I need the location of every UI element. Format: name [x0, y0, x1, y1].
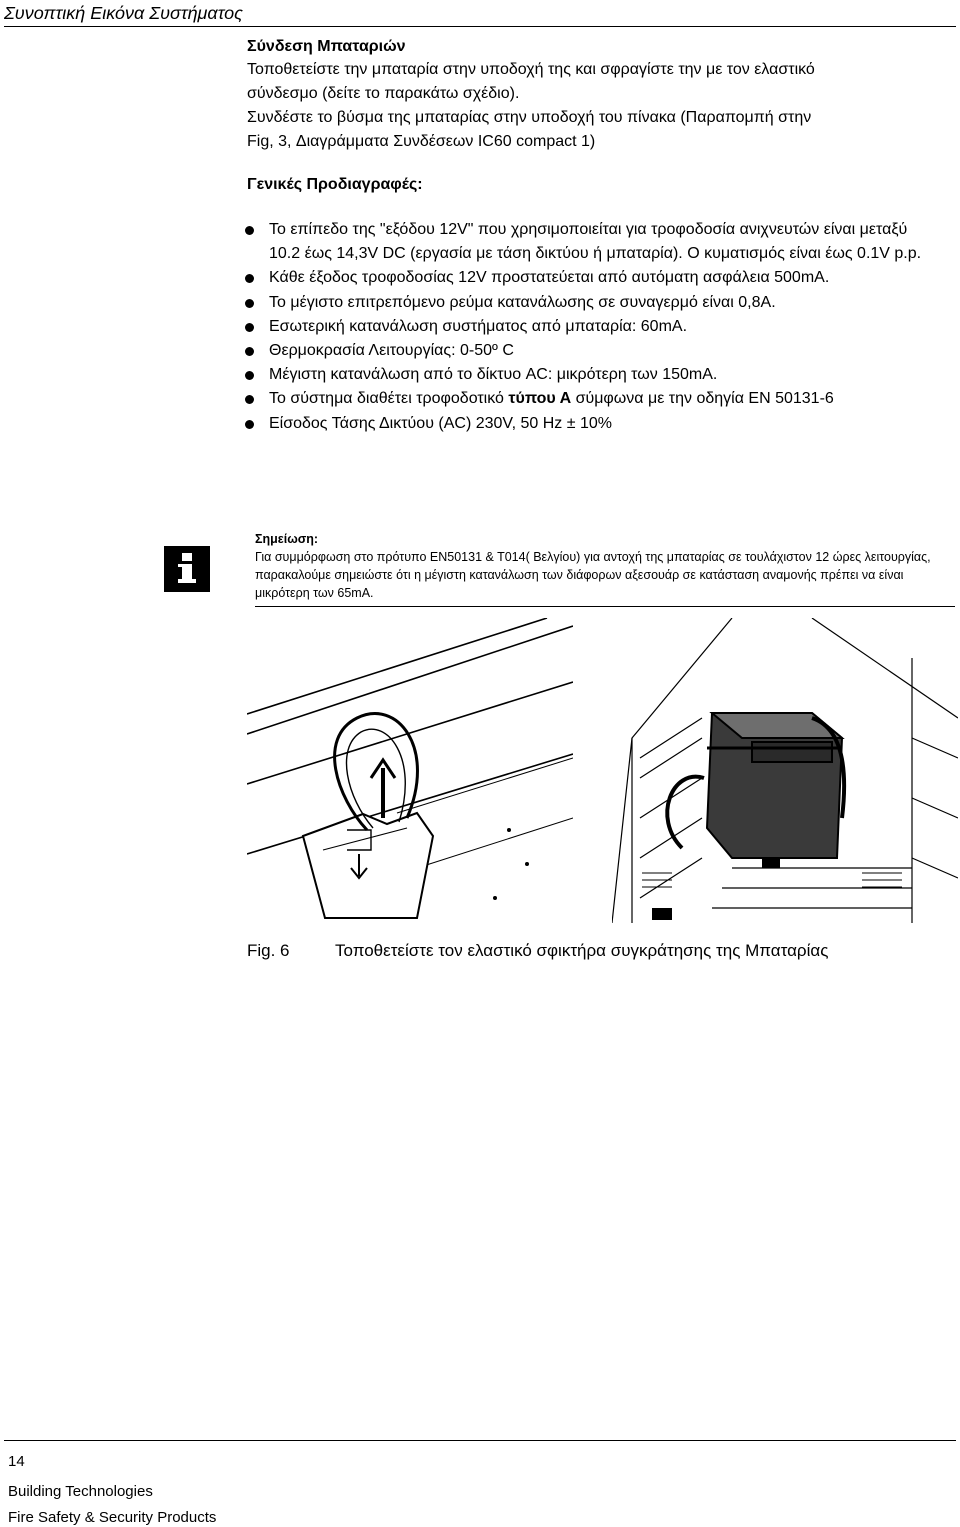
note-text: Για συμμόρφωση στο πρότυπο EN50131 & T014( Βελγίου) για αντοχή της μπαταρίας σε τουλάχιστον 12 ώρες λειτουργίας, παρακαλούμε σημειώστε ότι η μέγιστη κατανάλωση των διάφορων αξεσουάρ σε κατάσταση αναμονής πρέπει να είναι μικρότερη των 65mA. [255, 550, 931, 600]
spec-item-text: Το μέγιστο επιτρεπόμενο ρεύμα κατανάλωσης σε συναγερμό είναι 0,8A. [269, 293, 776, 311]
figure-number: Fig. 6 [247, 941, 290, 960]
page-header [4, 2, 956, 27]
spec-item-7-before: Το σύστημα διαθέτει τροφοδοτικό [269, 390, 509, 408]
spec-item-text: Κάθε έξοδος τροφοδοσίας 12V προστατεύεται από αυτόματη ασφάλεια 500mA. [269, 269, 830, 287]
spec-item-7-after: σύμφωνα με την οδηγία EN 50131-6 [571, 390, 834, 408]
bullet-icon [245, 420, 254, 429]
spec-item-text: Είσοδος Τάσης Δικτύου (AC) 230V, 50 Hz ± 10% [269, 414, 612, 432]
spec-item [242, 412, 942, 436]
figure-caption-text: Τοποθετείστε τον ελαστικό σφικτήρα συγκράτησης της Μπαταρίας [335, 941, 829, 960]
spec-item-text: Θερμοκρασία Λειτουργίας: 0-50º C [269, 342, 514, 360]
bullet-icon [245, 395, 254, 404]
bullet-icon [245, 226, 254, 235]
note-box [160, 530, 957, 602]
specs-list [242, 218, 942, 436]
main-content [247, 36, 947, 436]
battery-clip-illustration [247, 618, 573, 923]
spec-item [242, 266, 942, 290]
spec-item [242, 218, 942, 266]
spec-item-text: Εσωτερική κατανάλωση συστήματος από μπαταρία: 60mA. [269, 317, 688, 335]
battery-section-title: Σύνδεση Μπαταριών [247, 38, 406, 55]
spec-item-7-bold: τύπου Α [508, 390, 572, 408]
footer-company: Building Technologies [8, 1483, 153, 1500]
spec-item [242, 363, 942, 387]
battery-line-3: Συνδέστε το βύσμα της μπαταρίας στην υποδοχή του πίνακα (Παραπομπή στην [247, 109, 812, 126]
bullet-icon [245, 274, 254, 283]
spec-item-text: Το επίπεδο της "εξόδου 12V" που χρησιμοποιείται για τροφοδοσία ανιχνευτών είναι μεταξύ 10.2 έως 14,3V DC (εργασία με τάση δικτύου ή μπαταρία). Ο κυματισμός είναι έως 0.1V p.p. [269, 221, 922, 263]
spec-item [242, 387, 942, 411]
note-body [255, 530, 955, 607]
spec-item [242, 339, 942, 363]
specs-title: Γενικές Προδιαγραφές: [247, 176, 423, 193]
bullet-icon [245, 371, 254, 380]
spec-item [242, 315, 942, 339]
spec-item [242, 291, 942, 315]
bullet-icon [245, 323, 254, 332]
battery-line-4: Fig, 3, Διαγράμματα Συνδέσεων IC60 compact 1) [247, 133, 596, 150]
footer-divider [4, 1440, 956, 1441]
note-title: Σημείωση: [255, 532, 319, 546]
spec-item-text: Μέγιστη κατανάλωση από το δίκτυο AC: μικρότερη των 150mA. [269, 366, 718, 384]
bullet-icon [245, 299, 254, 308]
header-title: Συνοπτική Εικόνα Συστήματος [4, 3, 243, 23]
battery-in-enclosure-illustration [612, 618, 958, 923]
page-number: 14 [8, 1453, 25, 1470]
info-icon [164, 546, 210, 592]
battery-line-1: Τοποθετείστε την μπαταρία στην υποδοχή της και σφραγίστε την με τον ελαστικό [247, 61, 815, 78]
bullet-icon [245, 347, 254, 356]
battery-line-2: σύνδεσμο (δείτε το παρακάτω σχέδιο). [247, 85, 520, 102]
footer-division: Fire Safety & Security Products [8, 1509, 217, 1526]
